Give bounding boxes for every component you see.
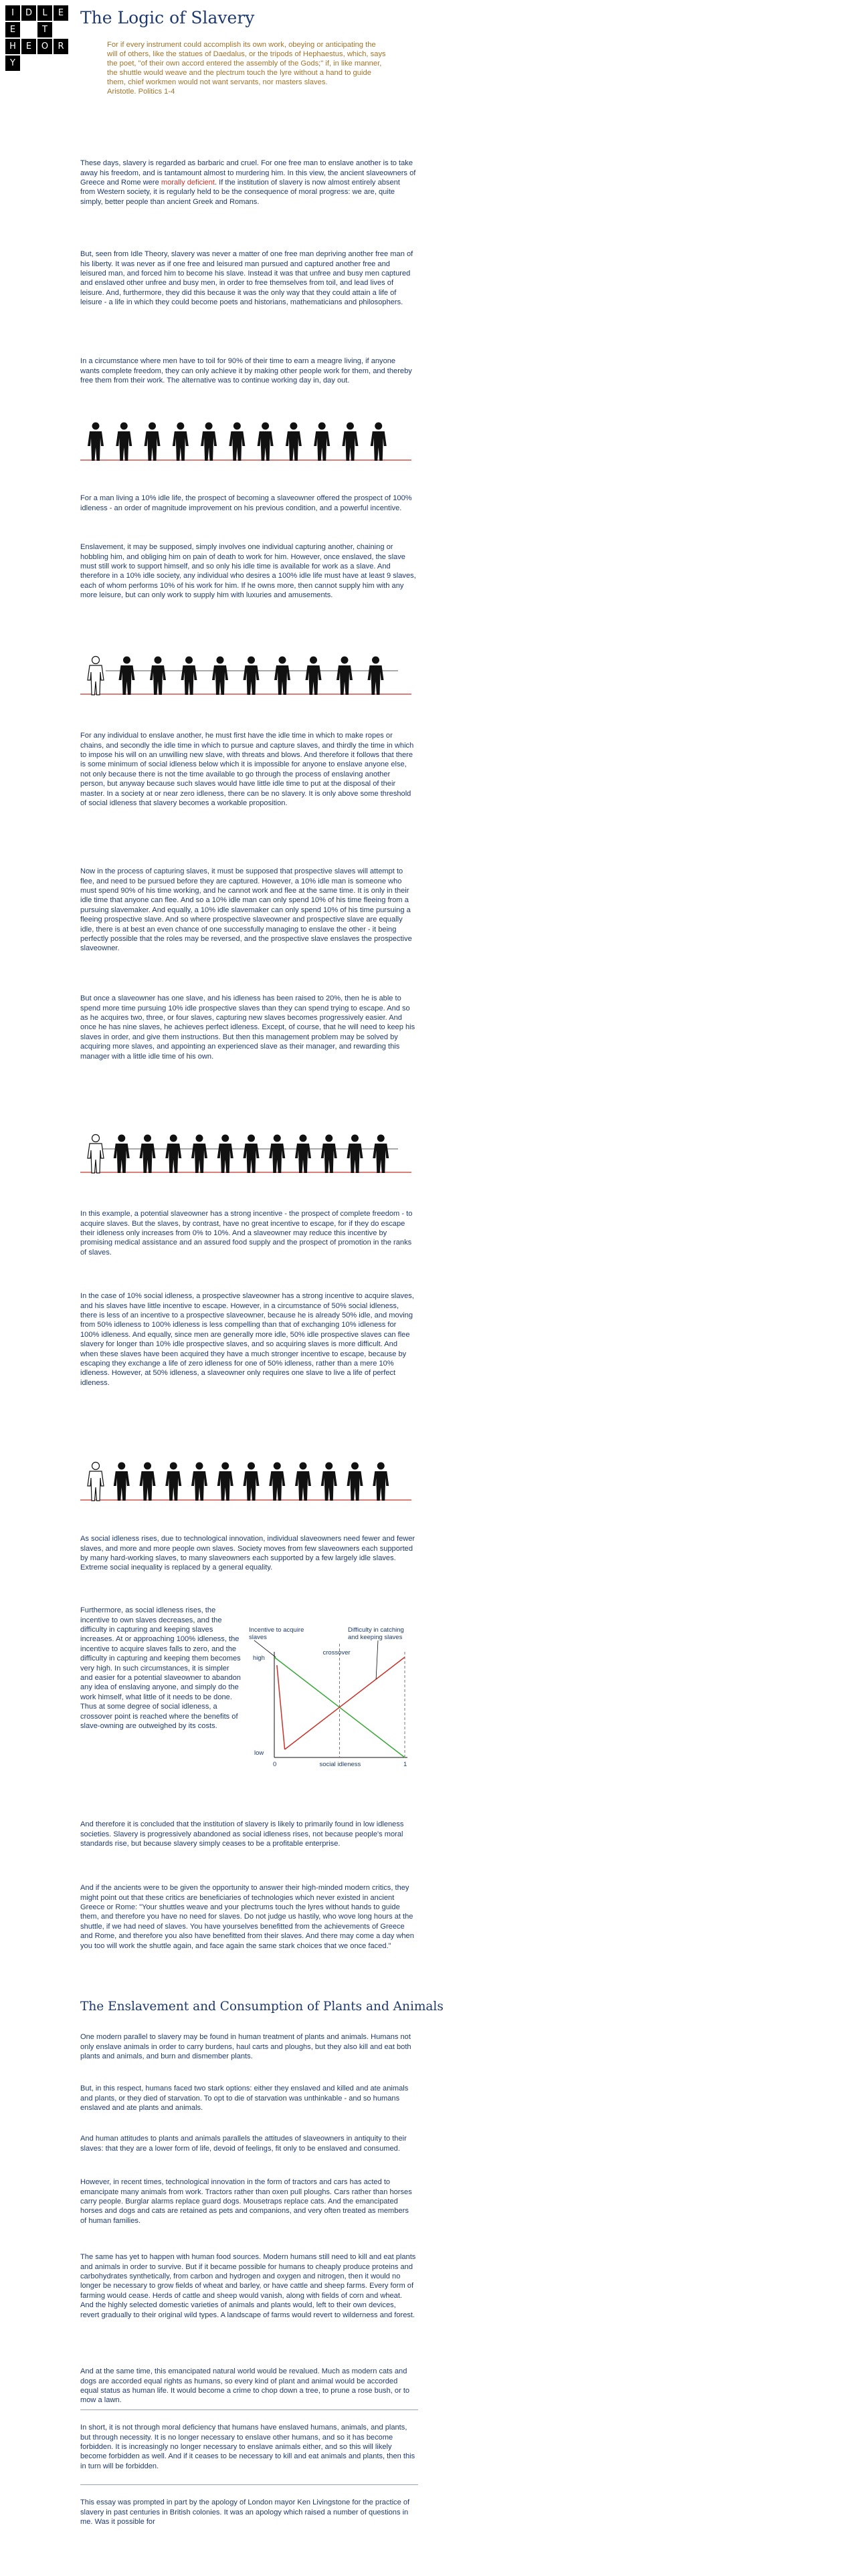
y-tick-label: high [253, 1654, 265, 1662]
worker-figure [373, 1135, 389, 1174]
slaveowner-figure [88, 1135, 104, 1174]
logo-letter: L [37, 5, 52, 21]
figure-10pct-idle [80, 418, 418, 465]
epigraph-quote [107, 40, 388, 96]
worker-figure [114, 1463, 130, 1501]
worker-figure [191, 1135, 207, 1174]
idle-theory-logo[interactable] [5, 5, 70, 72]
paragraph-4: For a man living a 10% idle life, the prospect of becoming a slaveowner offered the prospect of 100% idleness - an order of magnitude improvement on his previous condition, and a powerful incentive. [80, 494, 412, 512]
worker-figure [217, 1135, 233, 1174]
slaveowner-figure [88, 1463, 104, 1501]
logo-row [5, 56, 70, 71]
paragraph-13: And therefore it is concluded that the institution of slavery is likely to primarily found in low idleness societies. Slavery is progressively abandoned as social idleness rises, not because people's moral standards rise, but because slavery simply ceases to be a profitable enterprise. [80, 1820, 404, 1848]
logo-row [5, 5, 70, 21]
logo-letter [54, 22, 68, 37]
logo-letter [21, 56, 36, 71]
worker-figure [181, 657, 197, 695]
worker-figure [88, 423, 104, 461]
paragraph-5: Enslavement, it may be supposed, simply involves one individual capturing another, chaining or hobbling him, and obliging him on pain of death to work for him. However, once enslaved, the slave must still work to support himself, and so only his idle time is available for work as a slave. And therefore in a 10% idle society, any individual who desires a 100% idle life must have at least 9 slaves, each of whom performs 10% of his work for him. If he owns more, then cannot supply him with any more leisure, but can only work to supply him with luxuries and amusements. [80, 543, 416, 600]
series-line-difficulty-tail [277, 1665, 285, 1749]
epigraph-source: Aristotle. Politics 1-4 [107, 88, 175, 96]
crossover-label: crossover [322, 1649, 351, 1656]
slaveowner-figure [88, 657, 104, 695]
worker-figure [191, 1463, 207, 1501]
epigraph-inner-quote: of their own accord entered the assembly of the Gods; [140, 60, 321, 68]
figure-one-owner-nine-slaves [80, 652, 418, 700]
paragraph-6: For any individual to enslave another, he must first have the idle time in which to make ropes or chains, and secondly the idle time in which to pursue and capture slaves, and thirdly the time in which to impose his will on an unwilling new slave, with threats and blows. And therefore it follows that there is some minimum of social idleness below which it is impossible for anyone to enslave anyone else, not only because there is not the time available to go through the process of enslaving another person, but anyway because such slaves would have little idle time to put at the disposal of their master. In a society at or near zero idleness, there can be no slavery. It is only above some threshold of social idleness that slavery becomes a workable proposition. [80, 732, 414, 807]
logo-letter [21, 22, 36, 37]
section2-paragraph-6: And at the same time, this emancipated natural world would be revalued. Much as modern cats and dogs are accorded equal rights as humans, so every kind of plant and animal would be accorded equal status as human life. It would become a crime to chop down a tree, to prune a rose bush, or to mow a lawn. [80, 2367, 410, 2405]
section2-paragraph-4: However, in recent times, technological innovation in the form of tractors and cars has acted to emancipate many animals from work. Tractors rather than oxen pull ploughs. Cars rather than horses carry people. Burglar alarms replace guard dogs. Mousetraps replace cats. And the emancipated horses and dogs and cats are retained as pets and companions, and very often treated as members of human families. [80, 2178, 412, 2225]
worker-figure [150, 657, 166, 695]
footnote-paragraph: This essay was prompted in part by the apology of London mayor Ken Livingstone for the practice of slavery in past centuries in British colonies. It was an apology which raised a number of questions in me. Was it possible for [80, 2498, 410, 2526]
worker-figure [347, 1463, 363, 1501]
logo-letter: T [37, 22, 52, 37]
paragraph-14: And if the ancients were to be given the opportunity to answer their high-minded modern critics, they might point out that these critics are beneficiaries of technologies which never existed in ancient Greece or Rome: "Your shuttles weave and your plectrums touch the lyres without hands to guide them, and therefore you have no need for slaves. Do not judge us hastily, who wove long hours at the shuttle, if we had need of slaves. You have yourselves benefitted from the achievements of Greece and Rome, and therefore you also have benefitted from their slaves. And there may come a day when you too will work the shuttle again, and face again the same stark choices that we once faced." [80, 1884, 414, 1950]
legend-difficulty: Difficulty in catching and keeping slaves [348, 1626, 404, 1641]
divider [80, 2409, 418, 2410]
morally-deficient-link[interactable]: morally deficient [161, 178, 215, 187]
worker-figure [347, 1135, 363, 1174]
logo-letter: H [5, 39, 20, 54]
logo-row [5, 39, 70, 54]
worker-figure [173, 423, 189, 461]
divider [80, 2484, 418, 2485]
worker-figure [269, 1135, 285, 1174]
worker-figure [321, 1135, 337, 1174]
worker-figure [217, 1463, 233, 1501]
x-tick-label: 1 [403, 1761, 407, 1768]
paragraph-12: Furthermore, as social idleness rises, the incentive to own slaves decreases, and the difficulty in capturing and keeping slaves increases. At or approaching 100% idleness, the incentive to acquire slaves falls to zero, and the difficulty in capturing and keeping them becomes very high. In such circumstances, it is simpler and easier for a potential slaveowner to abandon any idea of enslaving anyone, and simply do the work himself, what little of it needs to be done. Thus at some degree of social idleness, a crossover point is reached where the benefits of slave-owning are outweighed by its costs. [80, 1606, 241, 1730]
logo-letter: E [5, 22, 20, 37]
logo-letter: Y [5, 56, 20, 71]
worker-figure [337, 657, 353, 695]
worker-figure [244, 1135, 260, 1174]
worker-figure [295, 1135, 311, 1174]
worker-figure [201, 423, 217, 461]
logo-letter [54, 56, 68, 71]
paragraph-1: These days, slavery is regarded as barbaric and cruel. For one free man to enslave another is to take away his freedom, and is tantamount almost to murdering him. In this view, the ancient slaveowners of Greece and Rome were morally deficient. If the institution of slavery is now almost entirely absent from Western society, it is regularly held to be the consequence of moral progress: we are, quite simply, better people than ancient Greek and Romans. [80, 159, 416, 206]
worker-figure [140, 1135, 156, 1174]
paragraph-3: In a circumstance where men have to toil for 90% of their time to earn a meagre living, if anyone wants complete freedom, they can only achieve it by making other people work for them, and thereby free them from their work. The alternative was to continue working day in, day out. [80, 357, 412, 385]
logo-row [5, 22, 70, 37]
paragraph-11: As social idleness rises, due to technological innovation, individual slaveowners need fewer and fewer slaves, and more and more people own slaves. Society moves from few slaveowners each supported by many hard-working slaves, to many slaveowners each supported by a few largely idle slaves. Extreme social inequality is replaced by a general equality. [80, 1535, 415, 1572]
worker-figure [244, 1463, 260, 1501]
legend-pointer [376, 1640, 378, 1679]
worker-figure [371, 423, 387, 461]
x-axis-label: social idleness [319, 1761, 361, 1768]
section2-paragraph-7: In short, it is not through moral deficiency that humans have enslaved humans, animals, and plants, but through necessity. It is no longer necessary to enslave other humans, and so it has become forbidden. It is increasingly no longer necessary to enslave animals either, and so this will likely become forbidden as well. And if it ceases to be necessary to kill and eat animals and plants, then this in turn will be forbidden. [80, 2424, 415, 2470]
section2-paragraph-1: One modern parallel to slavery may be found in human treatment of plants and animals. Humans not only enslave animals in order to carry burdens, haul carts and ploughs, but they also kill and eat both plants and animals, and burn and dismember plants. [80, 2033, 411, 2060]
logo-letter: D [21, 5, 36, 21]
y-tick-label: low [254, 1749, 264, 1757]
worker-figure [165, 1135, 181, 1174]
page-title: The Logic of Slavery [80, 8, 255, 27]
worker-figure [368, 657, 384, 695]
worker-figure [165, 1463, 181, 1501]
worker-figure [342, 423, 358, 461]
logo-letter: R [54, 39, 68, 54]
worker-figure [229, 423, 245, 461]
worker-figure [286, 423, 302, 461]
section2-paragraph-3: And human attitudes to plants and animals parallels the attitudes of slaveowners in antiquity to their slaves: that they are a lower form of life, devoid of feelings, fit only to be enslaved and consumed. [80, 2135, 407, 2153]
worker-figure [306, 657, 322, 695]
logo-letter: E [21, 39, 36, 54]
legend-incentive: Incentive to acquire slaves [249, 1626, 304, 1641]
worker-figure [212, 657, 228, 695]
paragraph-7: Now in the process of capturing slaves, it must be supposed that prospective slaves will attempt to flee, and need to be pursued before they are captured. However, a 10% idle man is someone who must spend 90% of his time working, and he cannot work and flee at the same time. It is only in their idle time that anyone can flee. And so a 10% idle man can only spend 10% of his time fleeing from a pursuing slavemaker. And equally, a 10% idle slavemaker can only spend 10% of his time pursuing a fleeing prospective slave. And so where prospective slaveowner and prospective slave are equally idle, there is at best an even chance of one successfully managing to enslave the other - it being perfectly possible that the roles may be reversed, and the prospective slave enslaves the prospective slaveowner. [80, 867, 412, 953]
worker-figure [269, 1463, 285, 1501]
worker-figure [114, 1135, 130, 1174]
worker-figure [140, 1463, 156, 1501]
figure-owner-manager-slaves [80, 1130, 418, 1178]
series-line-difficulty [285, 1657, 405, 1749]
epigraph-text-end: " if, in like manner, the shuttle would weave and the plectrum touch the lyre without a hand to guide them, chief workmen would not want servants, nor masters slaves. [107, 60, 382, 86]
x-tick-label: 0 [273, 1761, 277, 1768]
paragraph-9: In this example, a potential slaveowner has a strong incentive - the prospect of complete freedom - to acquire slaves. But the slaves, by contrast, have no great incentive to escape, for if they do escape their idleness only increases from 0% to 10%. And a slaveowner may reduce this incentive by promising medical assistance and an assured food supply and the prospect of promotion in the ranks of slaves. [80, 1210, 413, 1257]
worker-figure [116, 423, 132, 461]
worker-figure [258, 423, 274, 461]
logo-letter: I [5, 5, 20, 21]
worker-figure [244, 657, 260, 695]
paragraph-10: In the case of 10% social idleness, a prospective slaveowner has a strong incentive to acquire slaves, and his slaves have little incentive to escape. However, in a circumstance of 50% social idleness, there is less of an incentive to a prospective slaveowner, because he is already 50% idle, and moving from 50% idleness to 100% idleness is less compelling than that of exchanging 10% idleness for 100% idleness. And equally, since men are generally more idle, 50% idle prospective slaves can flee slavery for longer than 10% idle prospective slaves, and so acquiring slaves is more difficult. And when these slaves have been acquired they have a much stronger incentive to escape, because by escaping they exchange a life of zero idleness for one of 50% idleness, rather than a mere 10% idleness. However, at 50% idleness, a slaveowner only requires one slave to live a life of perfect idleness. [80, 1292, 414, 1387]
paragraph-2: But, seen from Idle Theory, slavery was never a matter of one free man depriving another free man of his liberty. It was never as if one free and leisured man pursued and captured another free and leisured man, and forced him to become his slave. Instead it was that unfree and busy men captured and enslaved other unfree and busy men, in order to free themselves from toil, and lead lives of leisure. And, furthermore, they did this because it was the only way that they could attain a life of leisure - a life in which they could become poets and historians, mathematicians and philosophers. [80, 250, 413, 307]
worker-figure [373, 1463, 389, 1501]
worker-figure [145, 423, 161, 461]
section2-paragraph-2: But, in this respect, humans faced two stark options: either they enslaved and killed and ate animals and plants, or they died of starvation. To opt to die of starvation was unthinkable - and so humans enslaved and ate plants and animals. [80, 2084, 409, 2112]
idleness-chart [248, 1624, 418, 1788]
logo-letter [37, 56, 52, 71]
epigraph-text: For if every instrument could accomplish its own work, obeying or anticipating the will of others, like the statues of Daedalus, or the tripods of Hephaestus, which, says the poet, " [107, 41, 386, 68]
worker-figure [321, 1463, 337, 1501]
worker-figure [119, 657, 135, 695]
logo-letter: O [37, 39, 52, 54]
worker-figure [274, 657, 290, 695]
logo-letter: E [54, 5, 68, 21]
paragraph-8: But once a slaveowner has one slave, and his idleness has been raised to 20%, then he is able to spend more time pursuing 10% idle prospective slaves than they can spend trying to escape. And so as he acquires two, three, or four slaves, capturing new slaves becomes progressively easier. And once he has nine slaves, he achieves perfect idleness. Except, of course, that he will need to keep his slaves in order, and give them instructions. But then this management problem may be solved by acquiring more slaves, and appointing an experienced slave as their manager, and rewarding this manager with a little idle time of his own. [80, 994, 415, 1061]
section-heading-plants-animals: The Enslavement and Consumption of Plants and Animals [80, 2000, 444, 2014]
figure-50pct-idle-owners [80, 1458, 418, 1506]
worker-figure [314, 423, 330, 461]
section2-paragraph-5: The same has yet to happen with human food sources. Modern humans still need to kill and eat plants and animals in order to survive. But if it became possible for humans to cheaply produce proteins and carbohydrates synthetically, from carbon and hydrogen and oxygen and nitrogen, then it would no longer be necessary to grow fields of wheat and barley, or have cattle and sheep farms. Every form of farming would cease. Herds of cattle and sheep would vanish, along with fields of corn and wheat. And the highly selected domestic varieties of animals and plants would, left to their own devices, revert gradually to their original wild types. A landscape of farms would revert to wilderness and forest. [80, 2253, 416, 2319]
worker-figure [295, 1463, 311, 1501]
